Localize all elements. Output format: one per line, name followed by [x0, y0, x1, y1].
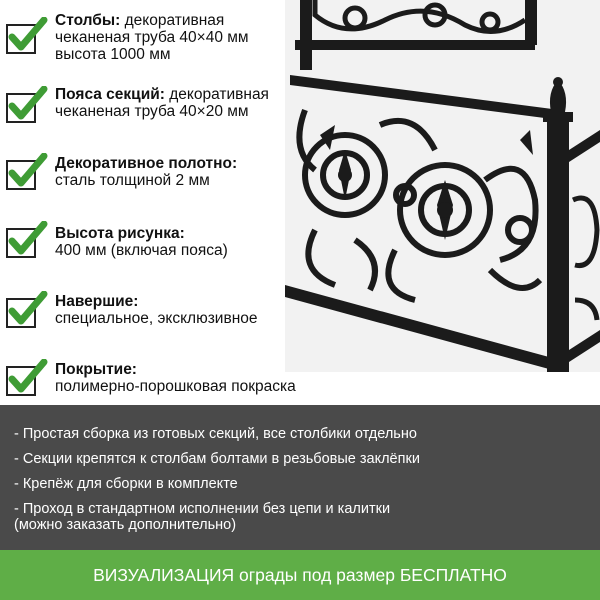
- feature-title: Столбы:: [55, 12, 121, 29]
- footer-end: БЕСПЛАТНО: [399, 564, 507, 585]
- footer-caps: ВИЗУАЛИЗАЦИЯ: [93, 564, 235, 585]
- note-item: - Проход в стандартном исполнении без цепи и калитки (можно заказать дополнительно): [14, 501, 391, 533]
- feature-title: Декоративное полотно:: [55, 155, 238, 172]
- feature-line: чеканеная труба 40×40 мм: [55, 29, 249, 46]
- feature-line: 400 мм (включая пояса): [55, 242, 228, 259]
- checkmark-icon: [4, 86, 48, 126]
- checkmark-icon: [4, 359, 48, 399]
- feature-line: декоративная: [124, 12, 225, 29]
- note-item: - Простая сборка из готовых секций, все столбики отдельно: [14, 426, 417, 442]
- checkmark-icon: [4, 221, 48, 261]
- notes-list: [14, 426, 420, 542]
- feature-line: высота 1000 мм: [55, 46, 171, 63]
- footer-text: [93, 565, 507, 586]
- feature-line: полимерно-порошковая покраска: [55, 378, 296, 395]
- feature-text: [55, 225, 228, 259]
- feature-title: Навершие:: [55, 293, 139, 310]
- feature-text: [55, 155, 237, 189]
- footer-middle: ограды под размер: [234, 564, 400, 585]
- feature-title: Покрытие:: [55, 361, 137, 378]
- checkmark-icon: [4, 17, 48, 57]
- note-item: - Секции крепятся к столбам болтами в резьбовые заклёпки: [14, 451, 420, 467]
- feature-title: Пояса секций:: [55, 86, 165, 103]
- footer-banner: [0, 550, 600, 600]
- feature-text: [55, 86, 269, 120]
- note-item: - Крепёж для сборки в комплекте: [14, 476, 238, 492]
- fence-image: [285, 0, 600, 405]
- feature-text: [55, 293, 258, 327]
- feature-line: специальное, эксклюзивное: [55, 310, 258, 327]
- feature-line: сталь толщиной 2 мм: [55, 172, 210, 189]
- notes-panel: [0, 405, 600, 550]
- feature-line: чеканеная труба 40×20 мм: [55, 103, 249, 120]
- feature-line: декоративная: [169, 86, 269, 103]
- feature-text: [55, 361, 296, 395]
- feature-title: Высота рисунка:: [55, 225, 185, 242]
- checkmark-icon: [4, 153, 48, 193]
- checkmark-icon: [4, 291, 48, 331]
- feature-text: [55, 12, 249, 63]
